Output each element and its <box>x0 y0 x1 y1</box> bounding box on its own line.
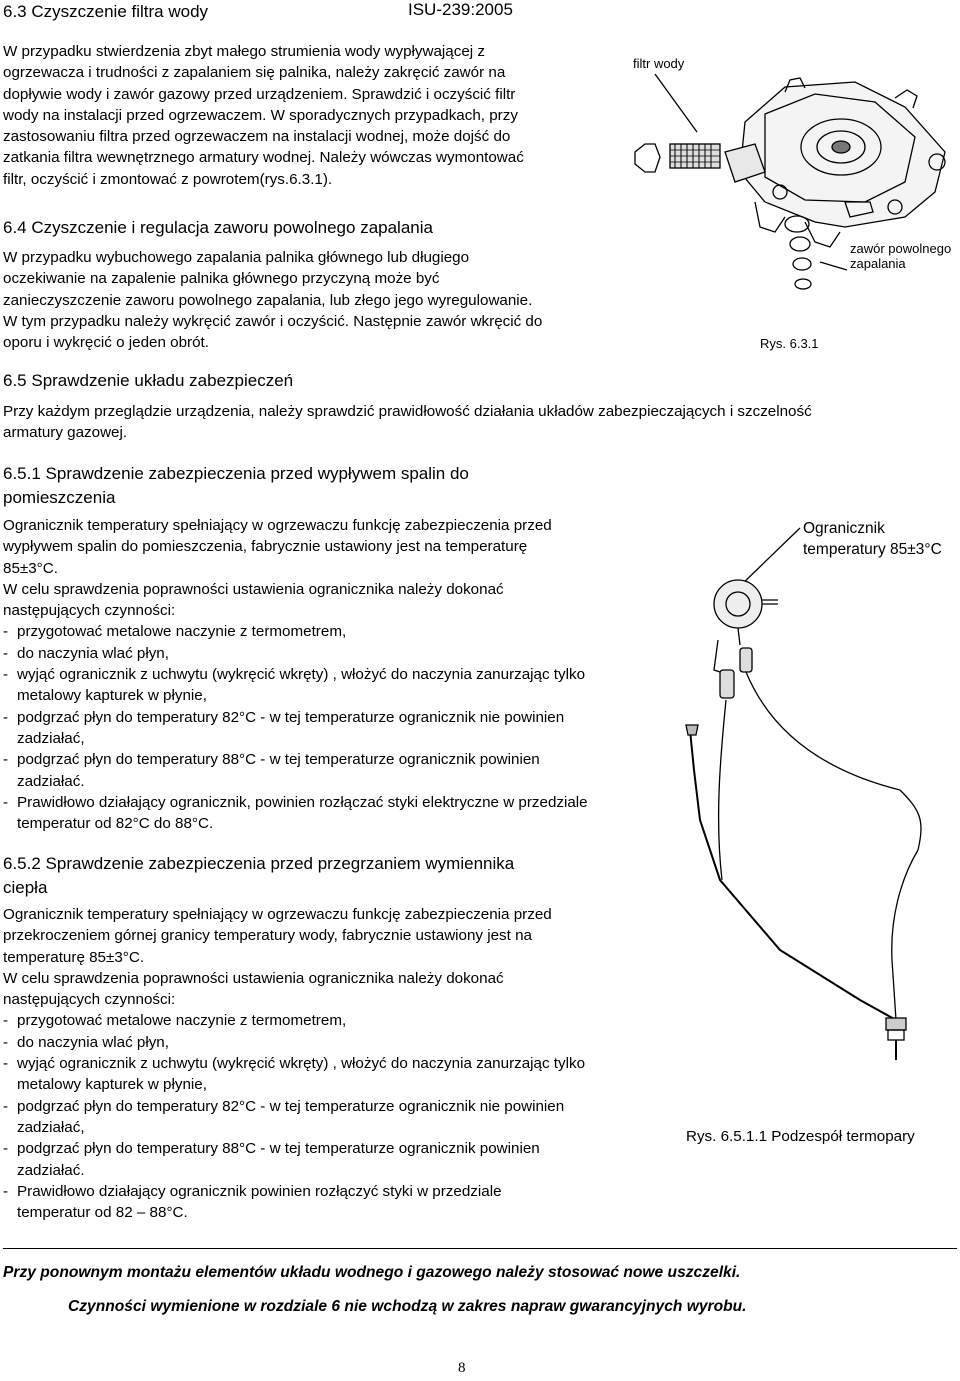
document-id: ISU-239:2005 <box>408 0 513 19</box>
list-item <box>3 664 663 707</box>
dash: - <box>3 1055 9 1073</box>
text-line: zanieczyszczenie zaworu powolnego zapalania, lub złego jego wyregulowanie. <box>3 291 533 309</box>
text-line: oczekiwanie na zapalenie palnika głównego przyczyną może być <box>3 270 440 288</box>
section-6-3-title: 6.3 Czyszczenie filtra wody <box>3 2 209 21</box>
text-line: temperaturę 85±3°C. <box>3 948 145 966</box>
dash: - <box>3 1140 9 1158</box>
item-line: temperatur od 82 – 88°C. <box>17 1204 188 1222</box>
dash: - <box>3 751 9 769</box>
text-line: przekroczeniem górnej granicy temperatury wody, fabrycznie ustawiony jest na <box>3 927 532 945</box>
note-warranty: Czynności wymienione w rozdziale 6 nie wchodzą w zakres napraw gwarancyjnych wyrobu. <box>68 1298 747 1315</box>
list-item <box>3 1181 663 1224</box>
title-line: 6.5.1 Sprawdzenie zabezpieczenia przed wypływem spalin do <box>3 464 469 483</box>
item-line: metalowy kapturek w płynie, <box>17 687 207 705</box>
list-item <box>3 1032 663 1053</box>
text-line: Przy każdym przeglądzie urządzenia, należy sprawdzić prawidłowość działania układów zabezpieczających i szczelność <box>3 403 812 420</box>
section-6-5-2-body <box>3 904 663 1223</box>
list-item <box>3 1096 663 1139</box>
list-item <box>3 1138 663 1181</box>
list-item <box>3 621 663 642</box>
item-line: zadziałać, <box>17 729 85 747</box>
list-item <box>3 1053 663 1096</box>
text-line: W przypadku stwierdzenia zbyt małego strumienia wody wypływającej z <box>3 43 485 60</box>
label-line: zapalania <box>850 256 906 271</box>
text-line: Ogranicznik temperatury spełniający w ogrzewaczu funkcję zabezpieczenia przed <box>3 517 552 534</box>
item-line: wyjąć ogranicznik z uchwytu (wykręcić wkręty) , włożyć do naczynia zanurzając tylko <box>17 1055 586 1073</box>
text-line: ogrzewacza i trudności z zapalaniem się palnika, należy zakręcić zawór na <box>3 64 506 82</box>
text-line: następujących czynności: <box>3 602 176 620</box>
label-line: temperatury 85±3°C <box>803 541 942 558</box>
text-line: następujących czynności: <box>3 991 176 1009</box>
text-line: W celu sprawdzenia poprawności ustawienia ogranicznika należy dokonać <box>3 969 504 987</box>
dash: - <box>3 793 9 811</box>
item-line: do naczynia wlać płyn, <box>17 644 169 662</box>
section-6-5-title: 6.5 Sprawdzenie układu zabezpieczeń <box>3 371 294 390</box>
text-line: zatkania filtra wewnętrznego armatury wodnej. Należy wówczas wymontować <box>3 149 524 167</box>
label-line: zawór powolnego <box>850 241 952 256</box>
list-item <box>3 1010 663 1031</box>
item-line: metalowy kapturek w płynie, <box>17 1076 207 1094</box>
note-new-gaskets: Przy ponownym montażu elementów układu wodnego i gazowego należy stosować nowe uszczelki. <box>3 1264 741 1281</box>
page-number: 8 <box>458 1360 466 1376</box>
divider <box>3 1248 957 1249</box>
item-line: Prawidłowo działający ogranicznik powinien rozłączyć styki w przedziale <box>17 1182 502 1200</box>
item-line: temperatur od 82°C do 88°C. <box>17 815 214 833</box>
text-line: zastosowaniu filtra przed ogrzewaczem na instalacji wodnej, może dojść do <box>3 128 511 146</box>
section-6-5-2-title <box>3 852 658 900</box>
text-line: Ogranicznik temperatury spełniający w ogrzewaczu funkcję zabezpieczenia przed <box>3 906 552 923</box>
dash: - <box>3 1182 9 1200</box>
title-line: 6.5.2 Sprawdzenie zabezpieczenia przed przegrzaniem wymiennika <box>3 854 515 873</box>
water-valve-assembly-drawing <box>615 52 960 332</box>
thermocouple-assembly-drawing <box>660 520 960 1100</box>
item-line: podgrzać płyn do temperatury 88°C - w tej temperaturze ogranicznik powinien <box>17 1140 540 1158</box>
list-item <box>3 643 663 664</box>
item-line: przygotować metalowe naczynie z termometrem, <box>17 623 347 641</box>
label-line: Ogranicznik <box>803 520 885 537</box>
item-line: zadziałać. <box>17 1161 85 1179</box>
item-line: podgrzać płyn do temperatury 82°C - w tej temperaturze ogranicznik nie powinien <box>17 1097 565 1115</box>
section-6-4-body <box>3 247 612 353</box>
text-line: W przypadku wybuchowego zapalania palnika głównego lub długiego <box>3 249 470 266</box>
list-item <box>3 749 663 792</box>
item-line: zadziałać, <box>17 1118 85 1136</box>
text-line: armatury gazowej. <box>3 424 128 442</box>
text-line: filtr, oczyścić i zmontować z powrotem(rys.6.3.1). <box>3 170 333 188</box>
item-line: przygotować metalowe naczynie z termometrem, <box>17 1012 347 1030</box>
dash: - <box>3 623 9 641</box>
dash: - <box>3 644 9 662</box>
text-line: 85±3°C. <box>3 559 58 577</box>
section-6-5-1-title <box>3 462 658 510</box>
dash: - <box>3 1012 9 1030</box>
section-6-4-title: 6.4 Czyszczenie i regulacja zaworu powolnego zapalania <box>3 218 433 237</box>
section-6-5-1-body <box>3 515 663 834</box>
dash: - <box>3 1033 9 1051</box>
text-line: oporu i wykręcić o jeden obrót. <box>3 334 209 352</box>
figure-caption-6-5-1-1: Rys. 6.5.1.1 Podzespół termopary <box>686 1128 915 1145</box>
item-line: podgrzać płyn do temperatury 82°C - w tej temperaturze ogranicznik nie powinien <box>17 708 565 726</box>
figure-caption-6-3-1: Rys. 6.3.1 <box>760 336 819 351</box>
item-line: zadziałać. <box>17 772 85 790</box>
title-line: pomieszczenia <box>3 488 116 507</box>
item-line: do naczynia wlać płyn, <box>17 1033 169 1051</box>
dash: - <box>3 1097 9 1115</box>
text-line: W tym przypadku należy wykręcić zawór i oczyścić. Następnie zawór wkręcić do <box>3 312 543 330</box>
dash: - <box>3 666 9 684</box>
list-item <box>3 707 663 750</box>
list-item <box>3 792 663 835</box>
title-line: ciepła <box>3 878 48 897</box>
figure-label-water-filter: filtr wody <box>633 56 685 71</box>
text-line: wody na instalacji przed ogrzewaczem. W sporadycznych przypadkach, przy <box>3 106 518 124</box>
dash: - <box>3 708 9 726</box>
section-6-3-body <box>3 41 615 190</box>
item-line: wyjąć ogranicznik z uchwytu (wykręcić wkręty) , włożyć do naczynia zanurzając tylko <box>17 666 586 684</box>
item-line: podgrzać płyn do temperatury 88°C - w tej temperaturze ogranicznik powinien <box>17 751 540 769</box>
section-6-5-body <box>3 401 955 444</box>
item-line: Prawidłowo działający ogranicznik, powinien rozłączać styki elektryczne w przedziale <box>17 793 588 811</box>
text-line: dopływie wody i zawór gazowy przed urządzeniem. Sprawdzić i oczyścić filtr <box>3 85 516 103</box>
text-line: W celu sprawdzenia poprawności ustawienia ogranicznika należy dokonać <box>3 580 504 598</box>
text-line: wypływem spalin do pomieszczenia, fabrycznie ustawiony jest na temperaturę <box>3 538 528 556</box>
